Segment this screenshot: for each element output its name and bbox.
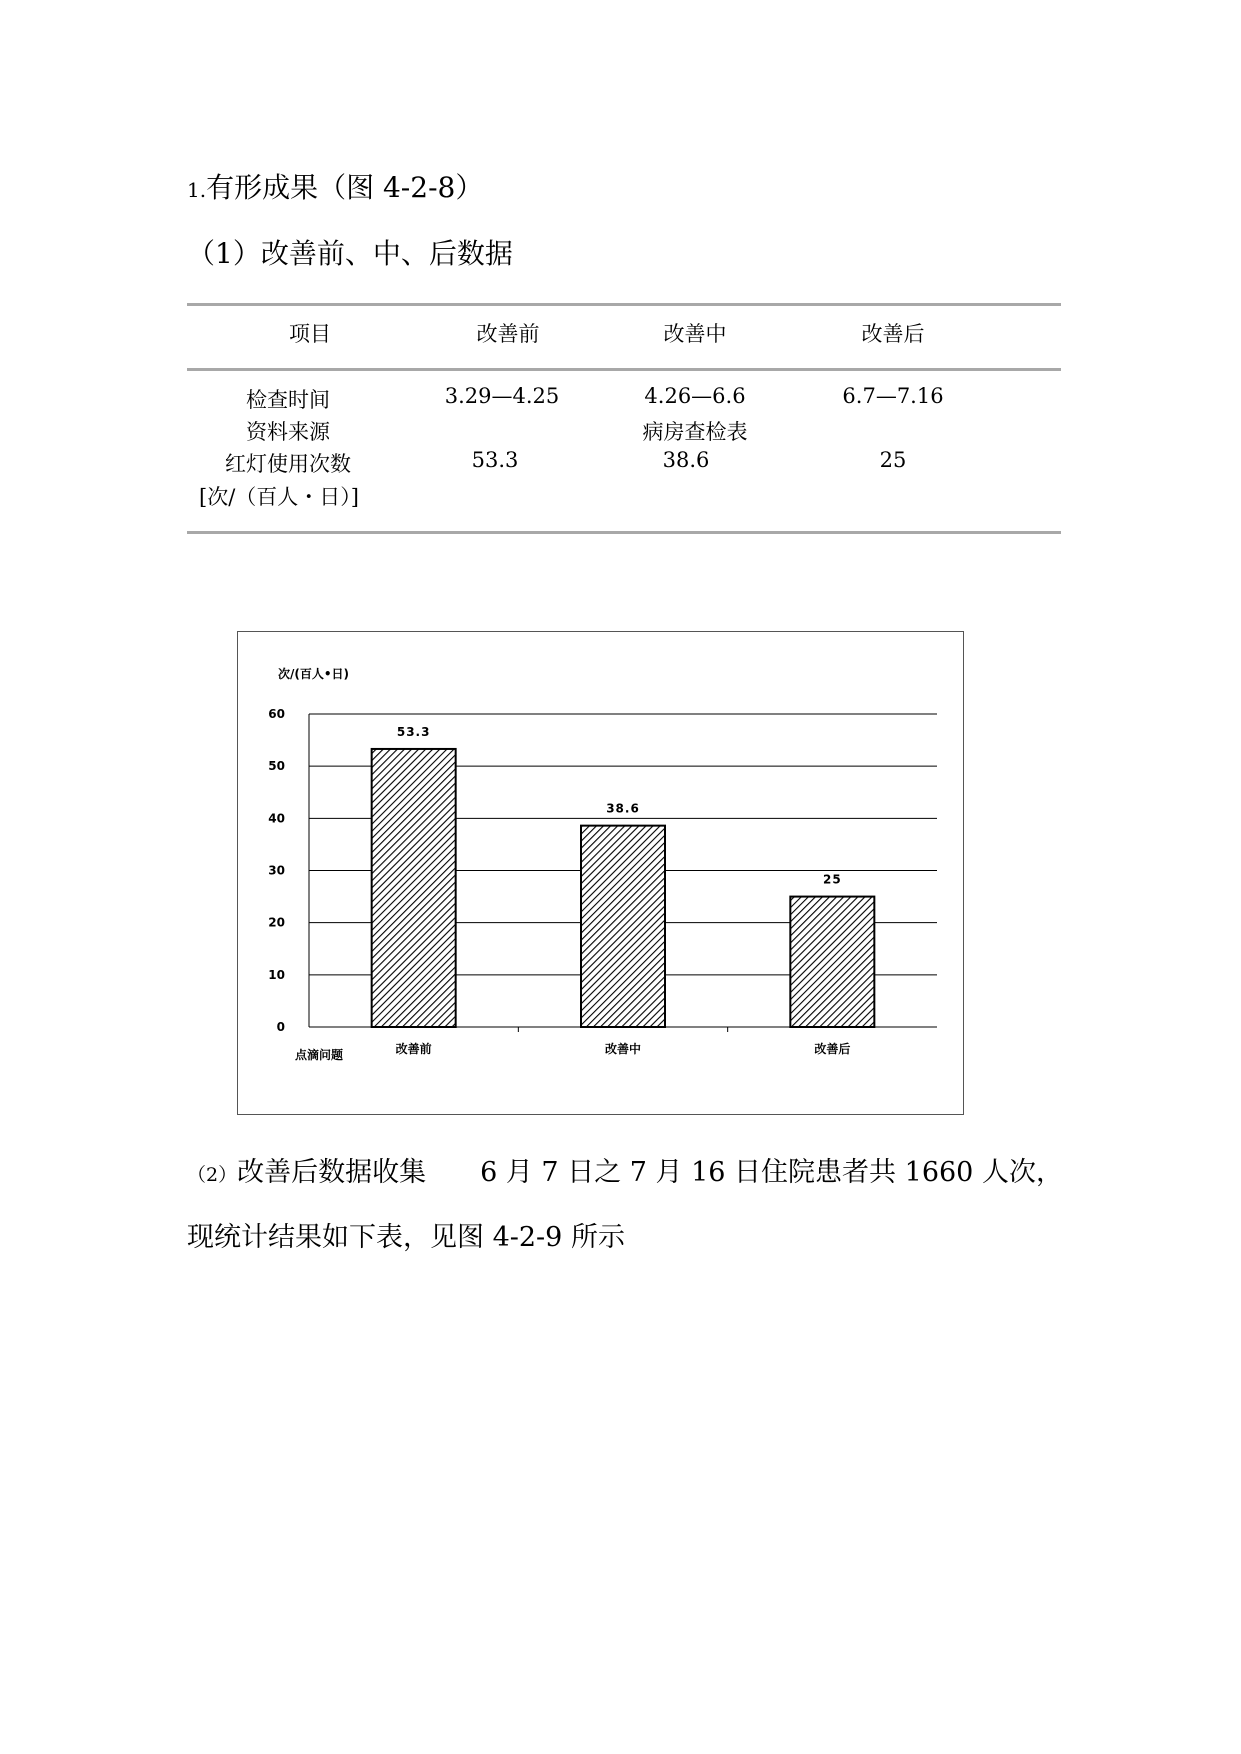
heading-number: 1. <box>187 178 207 202</box>
paragraph-line2: 现统计结果如下表，见图 4-2-9 所示 <box>187 1222 625 1253</box>
bar <box>581 826 665 1027</box>
paragraph-number: （2） <box>187 1164 238 1186</box>
table-cell-redlight-after: 25 <box>879 448 907 472</box>
bar-chart <box>237 631 964 1115</box>
bar <box>372 749 456 1027</box>
y-tick-label: 10 <box>268 967 285 982</box>
table-header-before: 改善前 <box>476 322 540 346</box>
x-tick-label: 改善中 <box>604 1042 642 1056</box>
table-row-label-unit: [次/（百人・日）] <box>199 485 359 509</box>
table-row-label-source: 资料来源 <box>246 420 330 444</box>
table-row-label-time: 检查时间 <box>246 388 330 412</box>
subheading-data: （1）改善前、中、后数据 <box>187 237 513 270</box>
y-axis-label: 次/(百人•日) <box>278 667 350 681</box>
table-cell-redlight-during: 38.6 <box>662 448 710 472</box>
x-tick-label: 改善前 <box>395 1042 432 1056</box>
data-label: 38.6 <box>606 801 640 816</box>
table-cell-time-after: 6.7—7.16 <box>842 384 944 408</box>
table-header-item: 项目 <box>289 322 331 346</box>
table-cell-time-during: 4.26—6.6 <box>644 384 746 408</box>
paragraph-text-1: 改善后数据收集 6 月 7 日之 7 月 16 日住院患者共 1660 人次， <box>237 1157 1063 1188</box>
data-label: 53.3 <box>396 724 431 739</box>
table-cell-source: 病房查检表 <box>642 420 748 444</box>
y-tick-label: 40 <box>268 811 285 826</box>
y-tick-label: 50 <box>268 759 285 774</box>
x-tick-label: 改善后 <box>814 1042 851 1056</box>
bar <box>790 897 874 1027</box>
paragraph-line1 <box>187 1150 1063 1189</box>
table-mid-rule <box>187 368 1061 371</box>
table-header-during: 改善中 <box>663 322 727 346</box>
heading-text: 有形成果（图 4-2-8） <box>206 171 484 204</box>
table-top-rule <box>187 303 1061 306</box>
y-tick-label: 0 <box>276 1020 285 1034</box>
table-header-after: 改善后 <box>861 322 925 346</box>
y-tick-label: 30 <box>268 863 285 878</box>
table-cell-redlight-before: 53.3 <box>471 448 519 472</box>
x-axis-label: 点滴问题 <box>295 1048 344 1062</box>
y-tick-label: 60 <box>268 707 285 721</box>
table-cell-time-before: 3.29—4.25 <box>444 384 560 408</box>
table-row-label-redlight: 红灯使用次数 <box>225 452 351 476</box>
bar-chart-svg <box>238 632 963 1114</box>
table-bottom-rule <box>187 531 1061 534</box>
data-label: 25 <box>822 872 842 887</box>
heading-tangible-results <box>187 166 483 206</box>
y-tick-label: 20 <box>268 915 285 930</box>
